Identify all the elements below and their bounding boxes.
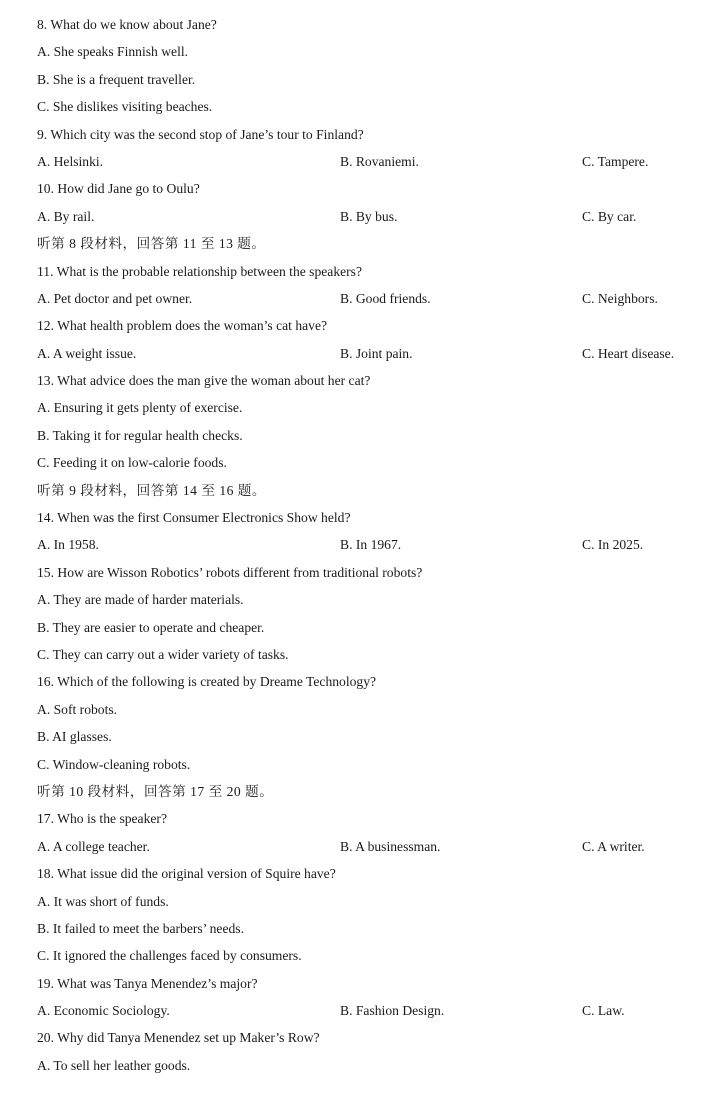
- question-text: 13. What advice does the man give the woman about her cat?: [37, 373, 371, 389]
- question-text: 16. Which of the following is created by Dreame Technology?: [37, 674, 377, 690]
- answer-option: B. It failed to meet the barbers’ needs.: [37, 920, 244, 936]
- answer-option: B. In 1967.: [340, 537, 402, 553]
- answer-option: B. Joint pain.: [340, 345, 413, 361]
- question-text: 20. Why did Tanya Menendez set up Maker’s Row?: [37, 1030, 320, 1046]
- question-text: 10. How did Jane go to Oulu?: [37, 181, 200, 197]
- answer-option: A. Pet doctor and pet owner.: [37, 290, 193, 306]
- answer-options-row: [37, 203, 712, 230]
- answer-option: B. She is a frequent traveller.: [37, 71, 196, 87]
- answer-option: B. Fashion Design.: [340, 1003, 445, 1019]
- answer-option: B. Good friends.: [340, 290, 431, 306]
- answer-option: C. It ignored the challenges faced by consumers.: [37, 948, 302, 964]
- answer-option: C. Law.: [582, 1003, 625, 1019]
- question-text: 12. What health problem does the woman’s cat have?: [37, 318, 328, 334]
- answer-options-row: [37, 833, 712, 860]
- answer-option: C. Tampere.: [582, 153, 649, 169]
- answer-option: A. She speaks Finnish well.: [37, 44, 189, 60]
- answer-option: B. Rovaniemi.: [340, 153, 419, 169]
- section-instruction: 听第 8 段材料，回答第 11 至 13 题。: [37, 236, 266, 252]
- answer-options-row: [37, 340, 712, 367]
- answer-option: A. Economic Sociology.: [37, 1003, 170, 1019]
- section-instruction: 听第 10 段材料，回答第 17 至 20 题。: [37, 783, 274, 799]
- answer-option: B. By bus.: [340, 208, 398, 224]
- answer-options-row: [37, 531, 712, 558]
- answer-option: C. In 2025.: [582, 537, 644, 553]
- answer-option: C. She dislikes visiting beaches.: [37, 99, 213, 115]
- answer-option: B. A businessman.: [340, 838, 441, 854]
- question-text: 9. Which city was the second stop of Jane’s tour to Finland?: [37, 126, 364, 142]
- answer-option: A. To sell her leather goods.: [37, 1057, 191, 1073]
- question-text: 8. What do we know about Jane?: [37, 17, 217, 32]
- answer-option: A. They are made of harder materials.: [37, 592, 244, 608]
- question-text: 14. When was the first Consumer Electronics Show held?: [37, 510, 351, 526]
- exam-page: [37, 11, 712, 1079]
- answer-options-row: [37, 285, 712, 312]
- answer-options-row: [37, 997, 712, 1024]
- question-text: 11. What is the probable relationship between the speakers?: [37, 263, 363, 279]
- answer-option: A. A weight issue.: [37, 345, 137, 361]
- answer-option: B. They are easier to operate and cheaper.: [37, 619, 265, 635]
- answer-option: A. In 1958.: [37, 537, 99, 553]
- answer-option: A. Soft robots.: [37, 701, 118, 717]
- answer-option: C. Neighbors.: [582, 290, 658, 306]
- answer-option: A. Ensuring it gets plenty of exercise.: [37, 400, 243, 416]
- answer-option: C. Feeding it on low-calorie foods.: [37, 455, 227, 471]
- answer-option: C. A writer.: [582, 838, 645, 854]
- answer-option: B. AI glasses.: [37, 729, 112, 745]
- section-instruction: 听第 9 段材料，回答第 14 至 16 题。: [37, 482, 266, 498]
- answer-options-row: [37, 148, 712, 175]
- answer-option: A. It was short of funds.: [37, 893, 169, 909]
- question-text: 18. What issue did the original version of Squire have?: [37, 866, 336, 882]
- answer-option: C. Heart disease.: [582, 345, 675, 361]
- answer-option: B. Taking it for regular health checks.: [37, 427, 243, 443]
- answer-option: A. By rail.: [37, 208, 95, 224]
- answer-option: C. They can carry out a wider variety of tasks.: [37, 646, 289, 662]
- answer-option: A. Helsinki.: [37, 153, 104, 169]
- question-text: 19. What was Tanya Menendez’s major?: [37, 975, 258, 991]
- question-text: 15. How are Wisson Robotics’ robots different from traditional robots?: [37, 564, 423, 580]
- answer-option: A. A college teacher.: [37, 838, 150, 854]
- answer-option: C. By car.: [582, 208, 637, 224]
- question-text: 17. Who is the speaker?: [37, 811, 167, 827]
- answer-option: C. Window-cleaning robots.: [37, 756, 191, 772]
